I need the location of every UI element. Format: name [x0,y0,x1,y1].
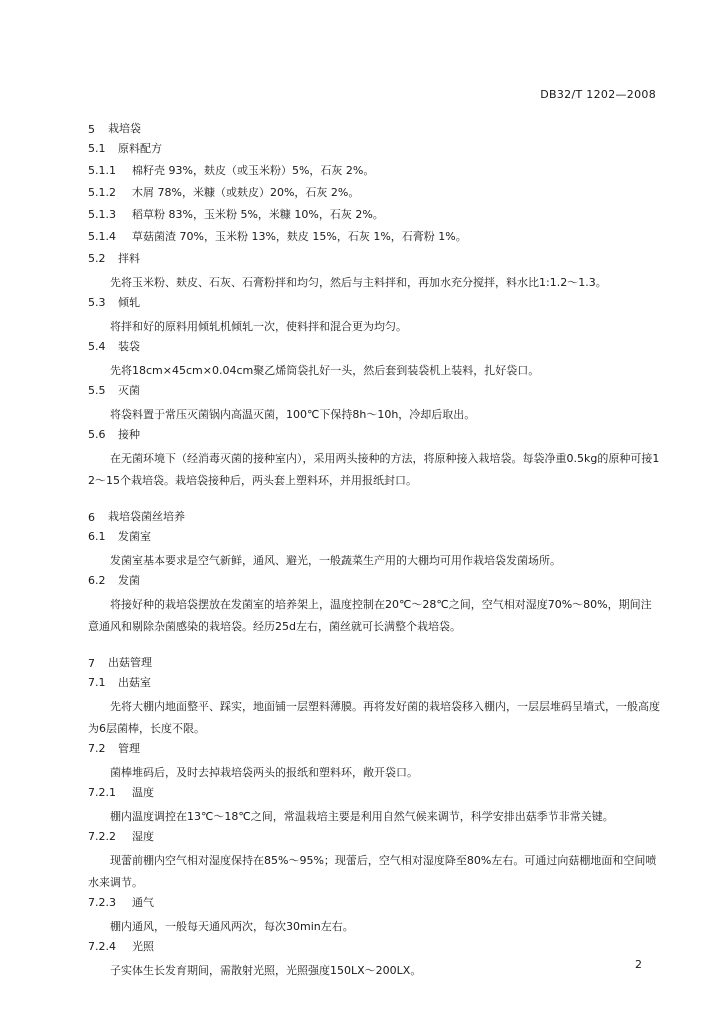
clause-title: 原料配方 [118,142,162,155]
section-number: 5 [88,123,95,136]
clause-number: 5.1.4 [88,230,116,243]
clause-title: 发菌 [118,574,140,587]
clause-number: 7.1 [88,676,106,689]
section-heading [88,110,660,140]
section-title: 栽培袋菌丝培养 [108,510,185,523]
clause-title: 倾轧 [118,296,140,309]
clause-number: 7.2 [88,742,106,755]
clause-number: 5.5 [88,384,106,397]
clause-text: 子实体生长发育期间，需散射光照，光照强度150LX～200LX。 [110,964,422,977]
clause-text: 菌棒堆码后，及时去掉栽培袋两头的报纸和塑料环，敞开袋口。 [110,766,418,779]
clause-number: 5.1.2 [88,186,116,199]
section-title: 出菇管理 [108,656,152,669]
clause-number: 5.6 [88,428,106,441]
clause-title: 装袋 [118,340,140,353]
clause-title: 稻草粉 83%，玉米粉 5%，米糠 10%，石灰 2%。 [132,208,384,221]
clause [88,338,660,360]
clause [88,740,660,762]
clause-text: 将拌和好的原料用倾轧机倾轧一次，使料拌和混合更为均匀。 [110,320,407,333]
clause-text: 将袋料置于常压灭菌锅内高温灭菌，100℃下保持8h～10h，冷却后取出。 [110,408,476,421]
clause [88,228,660,250]
section-heading [88,492,660,528]
clause-number: 6.1 [88,530,106,543]
clause-number: 5.3 [88,296,106,309]
clause-title: 木屑 78%，米糠（或麸皮）20%，石灰 2%。 [132,186,360,199]
standard-code: DB32/T 1202—2008 [540,88,656,101]
clause-title: 温度 [132,786,154,799]
clause-title: 出菇室 [118,676,151,689]
clause-title: 发菌室 [118,530,151,543]
clause-text: 棚内温度调控在13℃～18℃之间，常温栽培主要是利用自然气候来调节，科学安排出菇季节非常关键。 [110,810,614,823]
clause-text: 将接好种的栽培袋摆放在发菌室的培养架上，温度控制在20℃～28℃之间，空气相对湿度70%～80%，期间注意通风和剔除杂菌感染的栽培袋。经历25d左右，菌丝就可长满整个栽培袋。 [88,598,652,633]
clause [88,894,660,916]
clause-title: 拌料 [118,252,140,265]
clause [88,572,660,594]
clause [88,206,660,228]
clause [88,140,660,162]
clause [88,828,660,850]
page-number: 2 [635,958,642,971]
clause-number: 5.2 [88,252,106,265]
clause-number: 7.2.4 [88,940,116,953]
clause [88,162,660,184]
clause-number: 6.2 [88,574,106,587]
clause-text: 现蕾前棚内空气相对湿度保持在85%～95%；现蕾后，空气相对湿度降至80%左右。可通过向菇棚地面和空间喷水来调节。 [88,854,657,889]
clause [88,426,660,448]
clause-number: 7.2.3 [88,896,116,909]
clause [88,784,660,806]
clause-text: 先将玉米粉、麸皮、石灰、石膏粉拌和均匀，然后与主料拌和，再加水充分搅拌，料水比1:1.2～1.3。 [110,276,607,289]
clause-number: 7.2.1 [88,786,116,799]
clause-title: 接种 [118,428,140,441]
section-number: 6 [88,511,95,524]
clause [88,382,660,404]
section-title: 栽培袋 [108,122,141,135]
clause-number: 7.2.2 [88,830,116,843]
clause-title: 湿度 [132,830,154,843]
clause-title: 光照 [132,940,154,953]
clause-text: 棚内通风，一般每天通风两次，每次30min左右。 [110,920,354,933]
section-heading [88,638,660,674]
clause-number: 5.4 [88,340,106,353]
clause [88,250,660,272]
clause [88,184,660,206]
clause-text: 在无菌环境下（经消毒灭菌的接种室内），采用两头接种的方法，将原种接入栽培袋。每袋净重0.5kg的原种可接12～15个栽培袋。栽培袋接种后，两头套上塑料环，并用报纸封口。 [88,452,660,487]
clause-title: 管理 [118,742,140,755]
clause-text: 先将18cm×45cm×0.04cm聚乙烯筒袋扎好一头，然后套到装袋机上装料，扎好袋口。 [110,364,540,377]
clause [88,294,660,316]
clause-title: 通气 [132,896,154,909]
clause-text: 先将大棚内地面整平、踩实，地面铺一层塑料薄膜。再将发好菌的栽培袋移入棚内，一层层堆码呈墙式，一般高度为6层菌棒，长度不限。 [88,700,660,735]
section-number: 7 [88,657,95,670]
clause-number: 5.1 [88,142,106,155]
clause [88,674,660,696]
clause-text: 发菌室基本要求是空气新鲜，通风、避光，一般蔬菜生产用的大棚均可用作栽培袋发菌场所。 [110,554,561,567]
clause-title: 灭菌 [118,384,140,397]
clause [88,528,660,550]
clause [88,938,660,960]
clause-number: 5.1.3 [88,208,116,221]
clause-title: 草菇菌渣 70%，玉米粉 13%，麸皮 15%，石灰 1%，石膏粉 1%。 [132,230,467,243]
clause-number: 5.1.1 [88,164,116,177]
document-body [88,110,660,982]
clause-title: 棉籽壳 93%，麸皮（或玉米粉）5%，石灰 2%。 [132,164,375,177]
